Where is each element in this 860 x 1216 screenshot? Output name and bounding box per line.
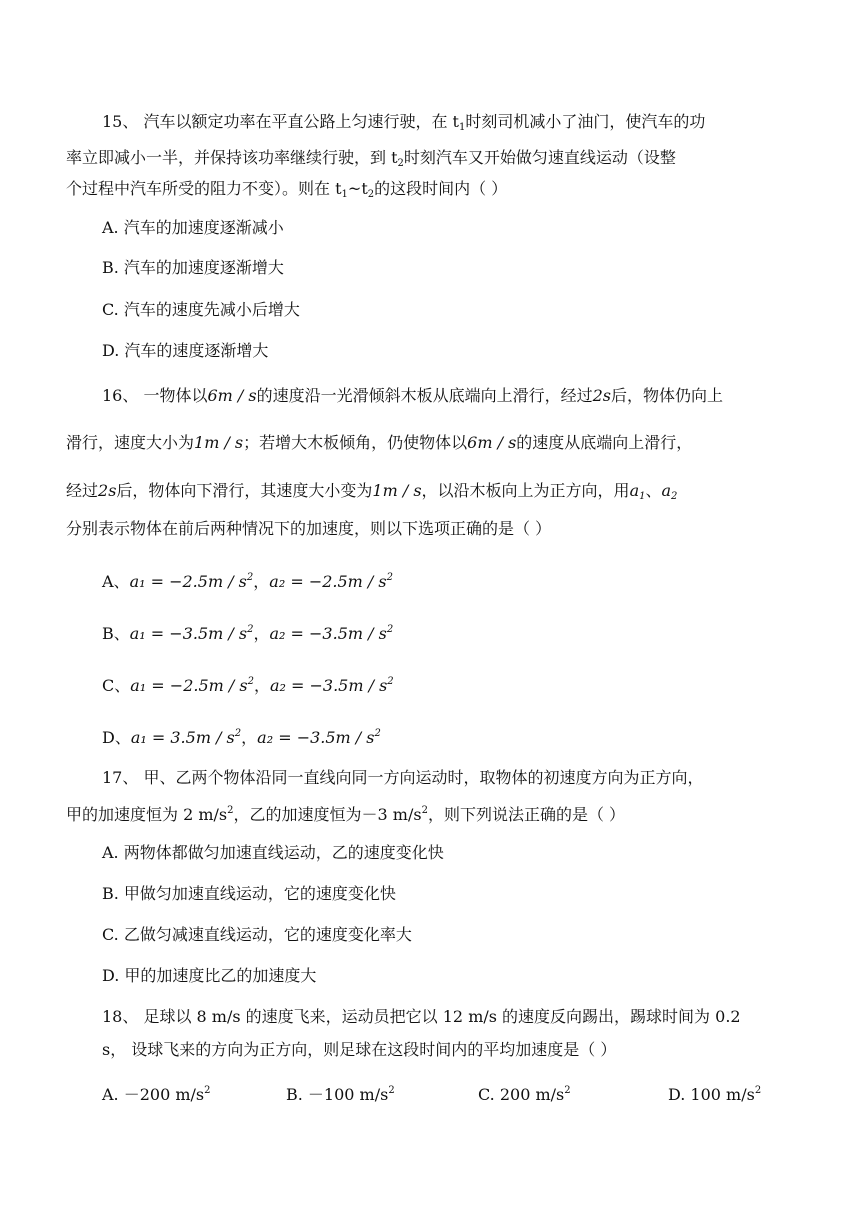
superscript: 2 <box>227 805 234 816</box>
a1-formula: a₁ = 3.5m / s <box>130 728 235 747</box>
time-formula: 2s <box>98 481 117 500</box>
time-formula: 2s <box>592 386 611 405</box>
q16-option-a <box>102 568 762 592</box>
velocity-formula: 6m / s <box>207 386 257 405</box>
subscript: 2 <box>671 491 678 502</box>
q15-text: ~t <box>347 179 368 198</box>
a1-formula: a₁ = −3.5m / s <box>129 624 248 643</box>
a2-formula: a₂ = −3.5m / s <box>269 624 387 643</box>
separator: ， <box>253 572 270 591</box>
q18-option-d <box>668 1081 761 1105</box>
q17-text: ，乙的加速度恒为－3 m/s <box>233 805 422 824</box>
q16-text: 、 <box>645 481 662 500</box>
q16-option-d <box>102 724 762 748</box>
q15-text: 时刻汽车又开始做匀速直线运动（设整 <box>403 148 676 167</box>
q18-stem-line-2: s， 设球飞来的方向为正方向，则足球在这段时间内的平均加速度是（ ） <box>102 1040 617 1059</box>
q15-text: 时刻司机减小了油门，使汽车的功 <box>465 112 706 131</box>
a2-formula: a₂ = −2.5m / s <box>269 572 387 591</box>
option-text: A. －200 m/s <box>102 1085 205 1104</box>
q16-text: ；若增大木板倾角，仍使物体以 <box>243 433 468 452</box>
subscript: 2 <box>367 189 375 200</box>
superscript: 2 <box>754 1085 762 1096</box>
q15-text: 个过程中汽车所受的阻力不变）。则在 t <box>66 179 342 198</box>
q15-text: 的这段时间内（ ） <box>374 179 508 198</box>
separator: ， <box>253 676 270 695</box>
option-text: C. 200 m/s <box>478 1085 565 1104</box>
q16-stem-line-1 <box>102 386 762 406</box>
superscript: 2 <box>387 676 394 687</box>
q15-option-d: D. 汽车的速度逐渐增大 <box>102 341 269 360</box>
superscript: 2 <box>247 624 254 635</box>
q17-text: 甲的加速度恒为 2 m/s <box>66 805 228 824</box>
superscript: 2 <box>247 676 254 687</box>
q17-option-b: B. 甲做匀加速直线运动，它的速度变化快 <box>102 884 396 903</box>
q16-text: 的速度从底端向上滑行， <box>516 433 693 452</box>
q16-text: 后，物体向下滑行，其速度大小变为 <box>116 481 373 500</box>
subscript: 1 <box>458 122 466 133</box>
subscript: 1 <box>639 491 646 502</box>
q17-stem-line-1: 17、 甲、乙两个物体沿同一直线向同一方向运动时，取物体的初速度方向为正方向， <box>102 768 704 787</box>
separator: ， <box>241 728 258 747</box>
q17-stem-line-2 <box>66 801 726 825</box>
superscript: 2 <box>246 572 254 583</box>
a1-symbol: a <box>629 481 640 500</box>
option-label: B、 <box>102 624 130 643</box>
q18-option-a <box>102 1081 211 1105</box>
option-label: A、 <box>102 572 130 591</box>
superscript: 2 <box>421 805 428 816</box>
superscript: 2 <box>386 624 394 635</box>
a2-formula: a₂ = −3.5m / s <box>257 728 375 747</box>
a1-formula: a₁ = −2.5m / s <box>129 572 247 591</box>
q16-option-b <box>102 620 762 644</box>
q15-stem-line-2 <box>66 148 726 174</box>
superscript: 2 <box>234 728 242 739</box>
a2-formula: a₂ = −3.5m / s <box>269 676 388 695</box>
q18-option-c <box>478 1081 571 1105</box>
q15-text: 15、 汽车以额定功率在平直公路上匀速行驶，在 t <box>102 112 459 131</box>
superscript: 2 <box>564 1085 571 1096</box>
q16-stem-line-3 <box>66 481 726 507</box>
q15-stem-line-3 <box>66 179 726 205</box>
q16-option-c <box>102 672 762 696</box>
q17-option-c: C. 乙做匀减速直线运动，它的速度变化率大 <box>102 925 412 944</box>
q16-text: 后，物体仍向上 <box>610 386 723 405</box>
q17-option-d: D. 甲的加速度比乙的加速度大 <box>102 966 317 985</box>
q15-option-a: A. 汽车的加速度逐渐减小 <box>102 218 284 237</box>
q15-text: 率立即减小一半，并保持该功率继续行驶，到 t <box>66 148 398 167</box>
superscript: 2 <box>386 572 393 583</box>
q15-option-c: C. 汽车的速度先减小后增大 <box>102 300 300 319</box>
superscript: 2 <box>374 728 381 739</box>
subscript: 1 <box>341 189 348 200</box>
velocity-formula: 1m / s <box>372 481 422 500</box>
q18-option-b <box>286 1081 395 1105</box>
q16-text: 滑行，速度大小为 <box>66 433 195 452</box>
option-text: B. －100 m/s <box>286 1085 389 1104</box>
option-label: D、 <box>102 728 131 747</box>
velocity-formula: 6m / s <box>467 433 517 452</box>
q16-stem-line-4: 分别表示物体在前后两种情况下的加速度，则以下选项正确的是（ ） <box>66 519 552 538</box>
velocity-formula: 1m / s <box>194 433 244 452</box>
q15-option-b: B. 汽车的加速度逐渐增大 <box>102 258 284 277</box>
q16-text: ，以沿木板向上为正方向，用 <box>421 481 630 500</box>
a2-symbol: a <box>661 481 672 500</box>
separator: ， <box>253 624 270 643</box>
superscript: 2 <box>204 1085 211 1096</box>
q18-stem-line-1: 18、 足球以 8 m/s 的速度飞来，运动员把它以 12 m/s 的速度反向踢出，踢球时间为 0.2 <box>102 1007 741 1026</box>
q16-text: 的速度沿一光滑倾斜木板从底端向上滑行，经过 <box>256 386 593 405</box>
superscript: 2 <box>388 1085 395 1096</box>
q17-option-a: A. 两物体都做匀加速直线运动，乙的速度变化快 <box>102 843 444 862</box>
option-text: D. 100 m/s <box>668 1085 755 1104</box>
q17-text: ，则下列说法正确的是（ ） <box>427 805 626 824</box>
q16-text: 16、 一物体以 <box>102 386 208 405</box>
q16-text: 经过 <box>66 481 99 500</box>
a1-formula: a₁ = −2.5m / s <box>130 676 248 695</box>
subscript: 2 <box>397 158 404 169</box>
q16-stem-line-2 <box>66 433 726 453</box>
q15-stem-line-1 <box>102 112 762 138</box>
option-label: C、 <box>102 676 131 695</box>
